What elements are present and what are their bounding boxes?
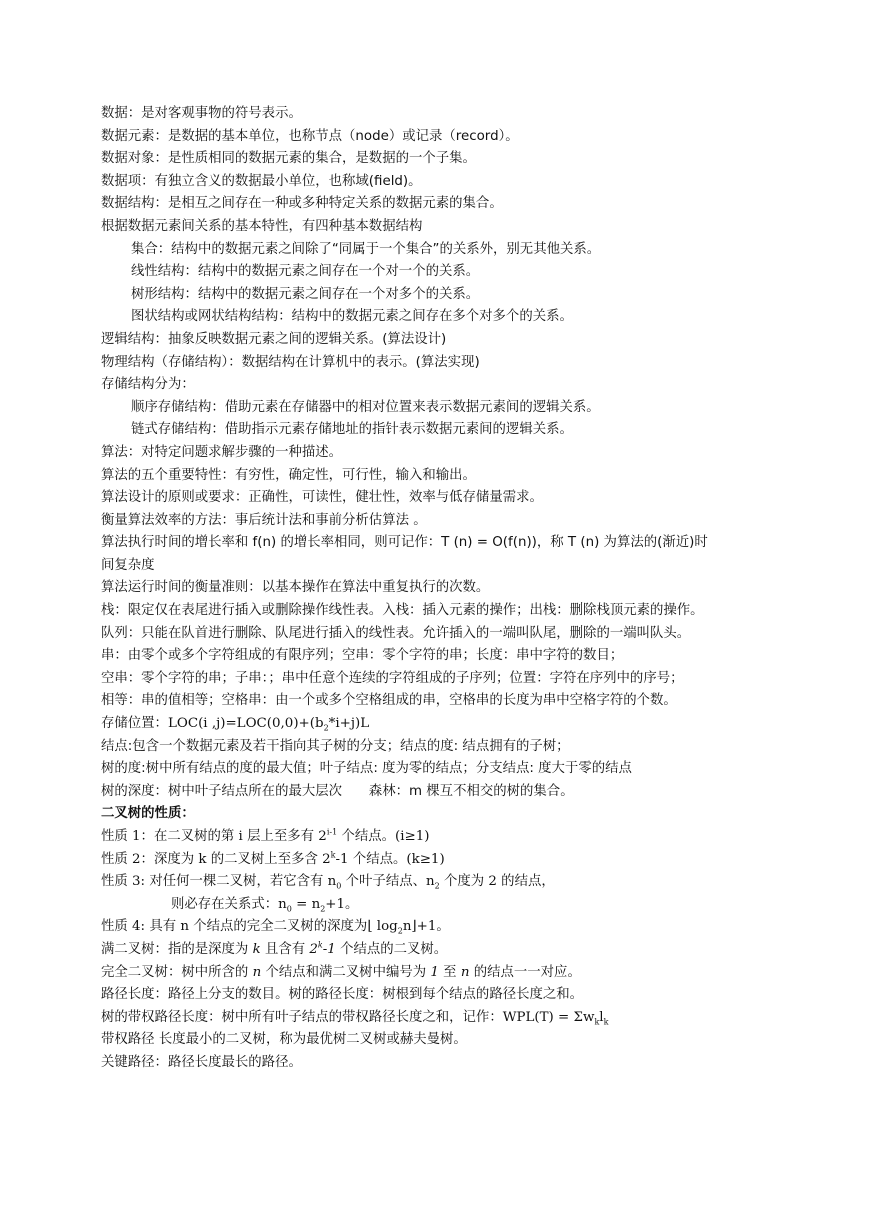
definition-complete-binary-tree: 完全二叉树：树中所含的 n 个结点和满二叉树中编号为 1 至 n 的结点一一对应。 [101,964,581,980]
property-4: 性质 4: 具有 n 个结点的完全二叉树的深度为⌊ $\log_2n⌋+1$。 [101,919,450,937]
definition-string-equal: 相等：串的值相等；空格串：由一个或多个空格组成的串，空格串的长度为串中空格字符的个数。 [101,693,677,709]
algorithm-design-principles: 算法设计的原则或要求：正确性，可读性，健壮性，效率与低存储量需求。 [101,490,543,506]
structure-set: 集合：结构中的数据元素之间除了“同属于一个集合”的关系外，别无其他关系。 [131,241,601,257]
definition-physical-structure: 物理结构（存储结构）：数据结构在计算机中的表示。(算法实现) [101,354,480,370]
definition-queue: 队列：只能在队首进行删除、队尾进行插入的线性表。允许插入的一端叫队尾，删除的一端叫队头。 [101,625,691,641]
definition-weighted-path-length: 树的带权路径长度：树中所有叶子结点的带权路径长度之和，记作：$WPL(T) = \Sigma w_kl_k$ [101,1009,609,1027]
four-structures-intro: 根据数据元素间关系的基本特性，有四种基本数据结构 [101,218,423,234]
structure-graph: 图状结构或网状结构结构：结构中的数据元素之间存在多个对多个的关系。 [131,309,573,325]
property-3-relation: 则必存在关系式：$n_0 = n_2+1$。 [171,896,359,914]
storage-linked: 链式存储结构：借助指示元素存储地址的指针表示数据元素间的逻辑关系。 [131,422,573,438]
property-3: 性质 3: 对任何一棵二叉树，若它含有 $n_0$ 个叶子结点、$n_2$ 个度为 2 的结点， [101,874,555,891]
structure-tree: 树形结构：结构中的数据元素之间存在一个对多个的关系。 [131,286,480,302]
definition-data: 数据：是对客观事物的符号表示。 [101,106,302,121]
document-body [101,103,801,1075]
definition-path-length: 路径长度：路径上分支的数目。树的路径长度：树根到每个结点的路径长度之和。 [101,987,584,1003]
property-2: 性质 2：深度为 k 的二叉树上至多含 2$^k$-1 个结点。(k≥1) [101,850,445,867]
definition-logical-structure: 逻辑结构：抽象反映数据元素之间的逻辑关系。(算法设计) [101,331,447,347]
definition-data-structure: 数据结构：是相互之间存在一种或多种特定关系的数据元素的集合。 [101,196,503,212]
definition-huffman-tree: 带权路径 长度最小的二叉树，称为最优树二叉树或赫夫曼树。 [101,1032,467,1048]
definition-algorithm: 算法：对特定问题求解步骤的一种描述。 [101,444,343,460]
time-complexity-line-1: 算法执行时间的增长率和 f(n) 的增长率相同，则可记作：T (n) = O(f(n))，称 T (n) 为算法的(渐近)时 [101,535,708,551]
definition-node: 结点:包含一个数据元素及若干指向其子树的分支；结点的度: 结点拥有的子树； [101,738,570,754]
storage-sequential: 顺序存储结构：借助元素在存储器中的相对位置来表示数据元素间的逻辑关系。 [131,399,600,415]
definition-data-object: 数据对象：是性质相同的数据元素的集合，是数据的一个子集。 [101,151,476,167]
structure-linear: 线性结构：结构中的数据元素之间存在一个对一个的关系。 [131,264,480,280]
binary-tree-properties-heading: 二叉树的性质： [101,806,195,822]
storage-location-formula: 存储位置：LOC(i $,j)=LOC(0,0)+(b_2*i+j)L$ [101,716,370,733]
definition-full-binary-tree: 满二叉树：指的是深度为 k 且含有 2$^k$-1 个结点的二叉树。 [101,940,448,957]
definition-string: 串：由零个或多个字符组成的有限序列；空串：零个字符的串；长度：串中字符的数目； [101,648,624,664]
algorithm-efficiency-methods: 衡量算法效率的方法：事后统计法和事前分析估算法 。 [101,512,427,528]
runtime-criterion: 算法运行时间的衡量准则：以基本操作在算法中重复执行的次数。 [101,580,490,596]
definition-empty-string: 空串：零个字符的串；子串：；串中任意个连续的字符组成的子序列；位置：字符在序列中的序号； [101,670,684,686]
time-complexity-line-2: 间复杂度 [101,557,155,573]
definition-tree-degree: 树的度:树中所有结点的度的最大值；叶子结点: 度为零的结点；分支结点: 度大于零的结点 [101,761,632,777]
definition-critical-path: 关键路径：路径长度最长的路径。 [101,1054,302,1070]
definition-stack: 栈：限定仅在表尾进行插入或删除操作线性表。入栈：插入元素的操作；出栈：删除栈顶元素的操作。 [101,603,704,619]
algorithm-properties: 算法的五个重要特性：有穷性，确定性，可行性，输入和输出。 [101,467,476,483]
property-1: 性质 1：在二叉树的第 i 层上至多有 2$^{i-1}$ 个结点。(i≥1) [101,827,430,844]
definition-data-item: 数据项：有独立含义的数据最小单位，也称域(field)。 [101,173,422,189]
storage-structure-intro: 存储结构分为： [101,377,195,393]
definition-data-element: 数据元素：是数据的基本单位，也称节点（node）或记录（record）。 [101,128,519,144]
definition-tree-depth: 树的深度：树中叶子结点所在的最大层次 森林：m 棵互不相交的树的集合。 [101,783,574,799]
